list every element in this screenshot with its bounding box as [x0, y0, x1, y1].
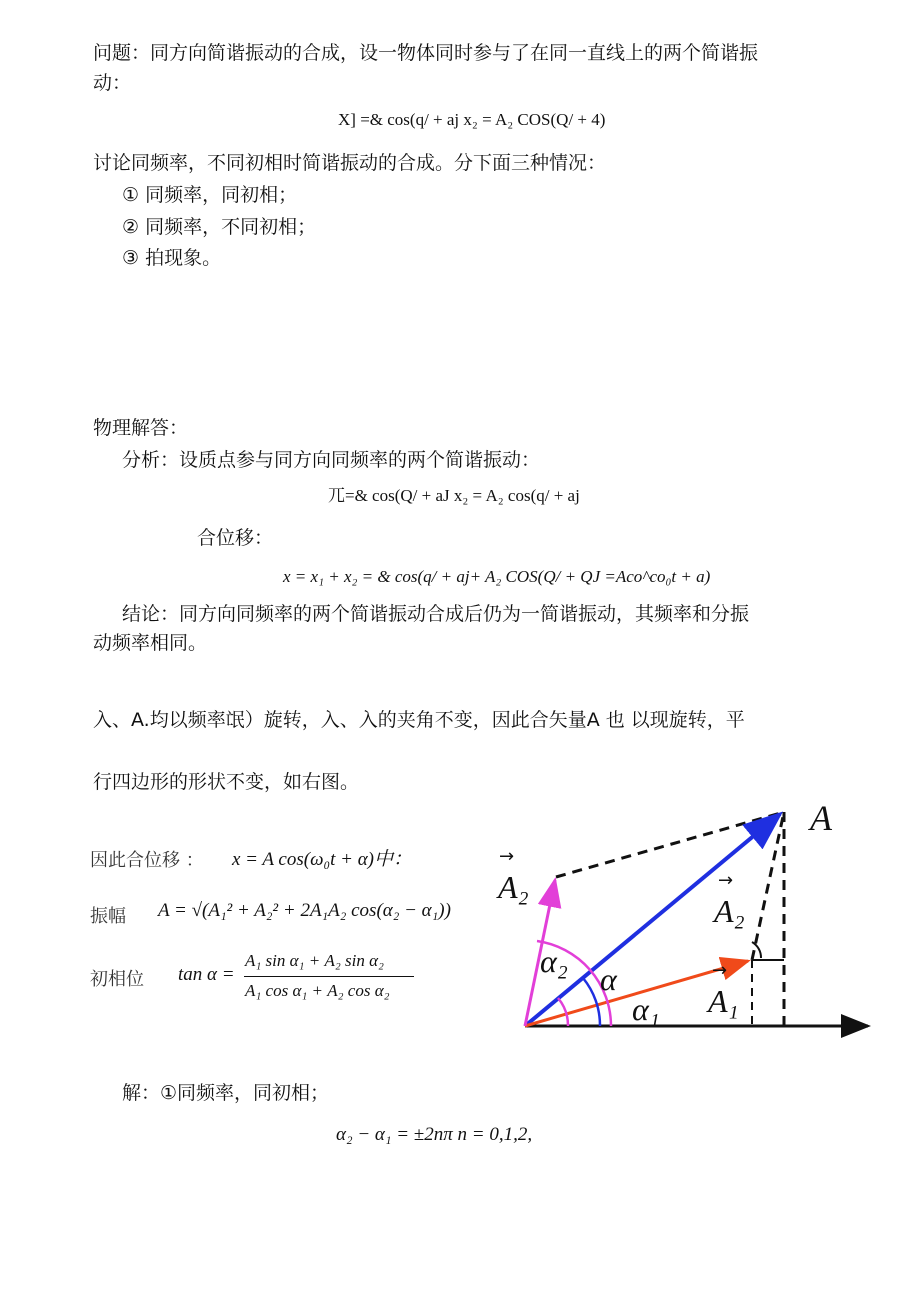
angle-arc-small — [558, 998, 568, 1026]
vector-arrow-a2-left: → — [499, 846, 515, 867]
analysis-formula: 兀=& cos(Q/ + aJ x₂ = A₂ cos(q/ + aj — [328, 486, 580, 505]
answer-heading: 物理解答： — [93, 417, 189, 439]
solution-case-1: 解：①同频率，同初相； — [122, 1082, 330, 1104]
phase-lhs: tan α = — [178, 964, 235, 985]
label-alpha2: α₂ — [540, 943, 568, 979]
label-a1: A₁ — [708, 983, 739, 1019]
rotation-line-2: 行四边形的形状不变，如右图。 — [93, 771, 360, 793]
vector-arrow-a2-right: → — [718, 870, 734, 891]
phase-label: 初相位 — [90, 969, 144, 990]
combined-formula: x = x₁ + x₂ = & cos(q/ + aj+ A₂ COS(Q/ + QJ =Aco^co₀t + a) — [283, 567, 711, 586]
solution-formula: α₂ − α₁ = ±2nπ n = 0,1,2, — [336, 1124, 533, 1145]
rotation-line-1: 入、A.均以频率氓）旋转，入、入的夹角不变，因此合矢量A 也 以现旋转，平 — [93, 709, 745, 731]
phase-denominator: A₁ cos α₁ + A₂ cos α₂ — [245, 981, 390, 1000]
label-a2-left: A₂ — [498, 869, 529, 905]
phasor-diagram — [480, 790, 880, 1050]
label-alpha: α — [600, 961, 617, 997]
conclusion-line-1: 结论：同方向同频率的两个简谐振动合成后仍为一简谐振动，其频率和分振 — [122, 603, 750, 625]
label-a: A — [810, 798, 832, 838]
vector-arrow-a1: → — [712, 960, 728, 981]
case-item-3: ③ 拍现象。 — [122, 247, 222, 269]
conclusion-line-2: 动频率相同。 — [93, 632, 208, 654]
case-item-1: ① 同频率，同初相； — [122, 184, 298, 206]
discuss-text: 讨论同频率，不同初相时简谐振动的合成。分下面三种情况： — [93, 152, 607, 174]
label-alpha1: α₁ — [632, 991, 660, 1027]
problem-formula: X] =& cos(q/ + aj x₂ = A₂ COS(Q/ + 4) — [338, 110, 606, 129]
problem-line-1: 问题：同方向简谐振动的合成，设一物体同时参与了在同一直线上的两个简谐振 — [93, 42, 759, 64]
angle-arc-alpha — [583, 978, 600, 1026]
amplitude-formula: A = √(A₁² + A₂² + 2A₁A₂ cos(α₂ − α₁)) — [158, 900, 451, 921]
label-a2-right: A₂ — [714, 893, 745, 929]
fraction-bar — [244, 976, 414, 977]
phase-numerator: A₁ sin α₁ + A₂ sin α₂ — [245, 951, 384, 970]
displacement-formula: x = A cos(ω₀t + α)中： — [232, 849, 412, 870]
case-item-2: ② 同频率，不同初相； — [122, 216, 317, 238]
analysis-text: 分析：设质点参与同方向同频率的两个简谐振动： — [122, 449, 541, 471]
dashed-top-side — [556, 812, 784, 877]
displacement-label: 因此合位移 ： — [90, 850, 204, 871]
combined-label: 合位移： — [197, 527, 274, 549]
problem-line-2: 动： — [93, 72, 132, 94]
amplitude-label: 振幅 — [90, 906, 126, 927]
